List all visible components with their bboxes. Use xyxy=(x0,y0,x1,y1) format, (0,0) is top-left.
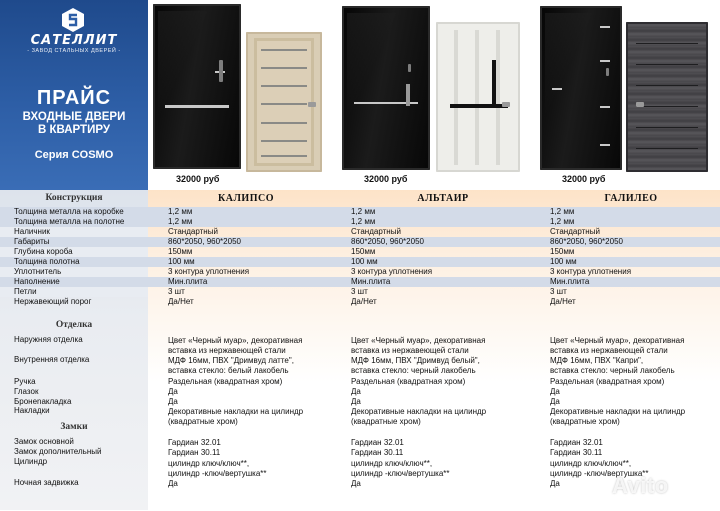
cell-outer-finish-1: Цвет «Черный муар», декоративная xyxy=(168,336,303,345)
cell-filling: Мин.плита xyxy=(351,277,391,286)
door-panel-line xyxy=(496,30,500,165)
cell-cylinder-2: цилиндр -ключ/вертушка** xyxy=(168,469,267,478)
label-filling: Наполнение xyxy=(14,277,60,286)
cell-hinges: 3 шт xyxy=(550,287,567,296)
glass-bar xyxy=(261,122,307,124)
cell-peephole: Да xyxy=(550,387,560,396)
door-handle xyxy=(606,68,609,76)
cell-leaf-thickness: 100 мм xyxy=(351,257,378,266)
section-title-construction: Конструкция xyxy=(45,193,103,203)
cell-outer-finish-2: вставка из нержавеющей стали xyxy=(550,346,668,355)
cell-cylinder-2: цилиндр -ключ/вертушка** xyxy=(550,469,649,478)
model-name-altair: АЛЬТАИР xyxy=(417,193,469,204)
cell-overlays-1: Декоративные накладки на цилиндр xyxy=(550,407,686,416)
cell-armor-plate: Да xyxy=(550,397,560,406)
label-threshold: Нержавеющий порог xyxy=(14,297,92,306)
steel-insert xyxy=(600,26,610,28)
cell-box-depth: 150мм xyxy=(550,247,575,256)
door-handle xyxy=(636,102,644,107)
door-handle xyxy=(408,64,411,72)
door-panel-line xyxy=(454,30,458,165)
section-title-locks: Замки xyxy=(60,422,88,432)
section-title-finish: Отделка xyxy=(55,320,93,330)
steel-insert xyxy=(600,106,610,108)
cell-metal-leaf: 1,2 мм xyxy=(550,217,575,226)
cell-overlays-1: Декоративные накладки на цилиндр xyxy=(168,407,304,416)
company-tagline: - ЗАВОД СТАЛЬНЫХ ДВЕРЕЙ - xyxy=(27,48,121,54)
subtitle-line-2: В КВАРТИРУ xyxy=(37,124,111,136)
door-panel-line xyxy=(636,148,698,149)
label-cylinder: Цилиндр xyxy=(14,457,48,466)
label-dimensions: Габариты xyxy=(14,237,50,246)
cell-metal-box: 1,2 мм xyxy=(168,207,193,216)
cell-metal-box: 1,2 мм xyxy=(351,207,376,216)
cell-night-latch: Да xyxy=(351,479,361,488)
brand-panel xyxy=(0,0,148,190)
cell-cylinder-2: цилиндр -ключ/вертушка** xyxy=(351,469,450,478)
cell-peephole: Да xyxy=(351,387,361,396)
door-panel-line xyxy=(475,30,479,165)
label-leaf-thickness: Толщина полотна xyxy=(14,257,80,266)
cell-night-latch: Да xyxy=(168,479,178,488)
model-name-galileo: ГАЛИЛЕО xyxy=(604,193,658,204)
subtitle-line-1: ВХОДНЫЕ ДВЕРИ xyxy=(22,111,126,123)
door-panel-line xyxy=(636,127,698,128)
cell-seal: 3 контура уплотнения xyxy=(550,267,632,276)
cell-extra-lock: Гардиан 30.11 xyxy=(351,448,404,457)
label-seal: Уплотнитель xyxy=(14,267,62,276)
label-box-depth: Глубина короба xyxy=(14,247,73,256)
company-name: САТЕЛЛИТ xyxy=(30,33,118,48)
cell-metal-box: 1,2 мм xyxy=(550,207,575,216)
black-glass-insert xyxy=(450,104,508,108)
black-glass-insert xyxy=(492,60,496,106)
cell-metal-leaf: 1,2 мм xyxy=(168,217,193,226)
label-armor-plate: Бронenакладка xyxy=(14,397,72,406)
cell-dimensions: 860*2050, 960*2050 xyxy=(550,237,623,246)
label-overlays: Накладки xyxy=(14,406,50,415)
cell-cylinder-1: цилиндр ключ/ключ**, xyxy=(168,459,250,468)
cell-platband: Стандартный xyxy=(550,227,600,236)
cell-main-lock: Гардиан 32.01 xyxy=(550,438,603,447)
door-galileo-outer-image xyxy=(540,6,622,170)
glass-bar xyxy=(261,49,307,51)
cell-inner-finish-1: МДФ 16мм, ПВХ "Дримвуд белый", xyxy=(351,356,480,365)
cell-filling: Мин.плита xyxy=(168,277,208,286)
label-handle: Ручка xyxy=(14,377,36,386)
steel-insert xyxy=(600,60,610,62)
cell-inner-finish-2: вставка стекло: белый лакобель xyxy=(168,366,289,375)
label-main-lock: Замок основной xyxy=(14,437,74,446)
cell-main-lock: Гардиан 32.01 xyxy=(351,438,404,447)
price-altair: 32000 руб xyxy=(364,174,408,184)
glass-bar xyxy=(261,140,307,142)
label-metal-leaf: Толщина металла на полотне xyxy=(14,217,125,226)
label-peephole: Глазок xyxy=(14,387,39,396)
cell-inner-finish-2: вставка стекло: черный лакобель xyxy=(351,366,476,375)
cell-main-lock: Гардиан 32.01 xyxy=(168,438,221,447)
label-metal-box: Толщина металла на коробке xyxy=(14,207,124,216)
cell-hinges: 3 шт xyxy=(351,287,368,296)
door-panel-line xyxy=(636,106,698,107)
glass-bar xyxy=(261,85,307,87)
cell-hinges: 3 шт xyxy=(168,287,185,296)
door-altair-inner-image xyxy=(436,22,520,172)
cell-metal-leaf: 1,2 мм xyxy=(351,217,376,226)
door-panel-line xyxy=(636,43,698,44)
label-hinges: Петли xyxy=(14,287,37,296)
cell-cylinder-1: цилиндр ключ/ключ**, xyxy=(351,459,433,468)
cell-dimensions: 860*2050, 960*2050 xyxy=(168,237,241,246)
cell-overlays-2: (квадратные хром) xyxy=(168,417,238,426)
cell-seal: 3 контура уплотнения xyxy=(351,267,433,276)
cell-leaf-thickness: 100 мм xyxy=(550,257,577,266)
cell-dimensions: 860*2050, 960*2050 xyxy=(351,237,424,246)
door-panel-line xyxy=(636,85,698,86)
cell-threshold: Да/Нет xyxy=(351,297,377,306)
cell-outer-finish-1: Цвет «Черный муар», декоративная xyxy=(351,336,486,345)
cell-box-depth: 150мм xyxy=(168,247,193,256)
cell-peephole: Да xyxy=(168,387,178,396)
door-panel-line xyxy=(636,64,698,65)
label-night-latch: Ночная задвижка xyxy=(14,478,79,487)
door-handle xyxy=(219,60,223,82)
cell-outer-finish-1: Цвет «Черный муар», декоративная xyxy=(550,336,685,345)
steel-insert xyxy=(165,105,229,108)
company-logo-icon xyxy=(62,8,84,32)
cell-overlays-2: (квадратные хром) xyxy=(351,417,421,426)
cell-inner-finish-2: вставка стекло: черный лакобель xyxy=(550,366,675,375)
door-handle xyxy=(502,102,510,107)
door-kalipso-outer-image xyxy=(153,4,241,169)
price-galileo: 32000 руб xyxy=(562,174,606,184)
steel-insert xyxy=(600,144,610,146)
cell-extra-lock: Гардиан 30.11 xyxy=(168,448,221,457)
cell-extra-lock: Гардиан 30.11 xyxy=(550,448,603,457)
door-handle xyxy=(308,102,316,107)
steel-insert xyxy=(552,88,562,90)
glass-bar xyxy=(261,155,307,157)
cell-platband: Стандартный xyxy=(351,227,401,236)
door-galileo-inner-image xyxy=(626,22,708,172)
model-name-kalipso: КАЛИПСО xyxy=(218,193,274,204)
door-altair-outer-image xyxy=(342,6,430,170)
label-extra-lock: Замок дополнительный xyxy=(14,447,102,456)
door-panel-frame xyxy=(254,38,315,167)
cell-leaf-thickness: 100 мм xyxy=(168,257,195,266)
cell-box-depth: 150мм xyxy=(351,247,376,256)
cell-handle: Раздельная (квадратная хром) xyxy=(550,377,665,386)
label-platband: Наличник xyxy=(14,227,50,236)
glass-bar xyxy=(261,67,307,69)
cell-overlays-1: Декоративные накладки на цилиндр xyxy=(351,407,487,416)
cell-filling: Мин.плита xyxy=(550,277,590,286)
cell-cylinder-1: цилиндр ключ/ключ**, xyxy=(550,459,632,468)
cell-armor-plate: Да xyxy=(351,397,361,406)
page-title: ПРАЙС xyxy=(36,87,112,109)
cell-threshold: Да/Нет xyxy=(168,297,194,306)
cell-night-latch: Да xyxy=(550,479,560,488)
cell-handle: Раздельная (квадратная хром) xyxy=(351,377,466,386)
glass-bar xyxy=(261,103,307,105)
cell-outer-finish-2: вставка из нержавеющей стали xyxy=(351,346,469,355)
label-outer-finish: Наружняя отделка xyxy=(14,335,83,344)
cell-inner-finish-1: МДФ 16мм, ПВХ "Дримвуд латте", xyxy=(168,356,294,365)
label-inner-finish: Внутренняя отделка xyxy=(14,355,90,364)
series-name: Серия COSMO xyxy=(34,149,114,161)
cell-armor-plate: Да xyxy=(168,397,178,406)
cell-threshold: Да/Нет xyxy=(550,297,576,306)
door-kalipso-inner-image xyxy=(246,32,322,172)
cell-inner-finish-1: МДФ 16мм, ПВХ "Капри", xyxy=(550,356,644,365)
cell-platband: Стандартный xyxy=(168,227,218,236)
cell-outer-finish-2: вставка из нержавеющей стали xyxy=(168,346,286,355)
cell-handle: Раздельная (квадратная хром) xyxy=(168,377,283,386)
steel-insert xyxy=(406,84,410,106)
cell-seal: 3 контура уплотнения xyxy=(168,267,250,276)
price-kalipso: 32000 руб xyxy=(176,174,220,184)
cell-overlays-2: (квадратные хром) xyxy=(550,417,620,426)
avito-watermark: Avito xyxy=(612,473,669,498)
